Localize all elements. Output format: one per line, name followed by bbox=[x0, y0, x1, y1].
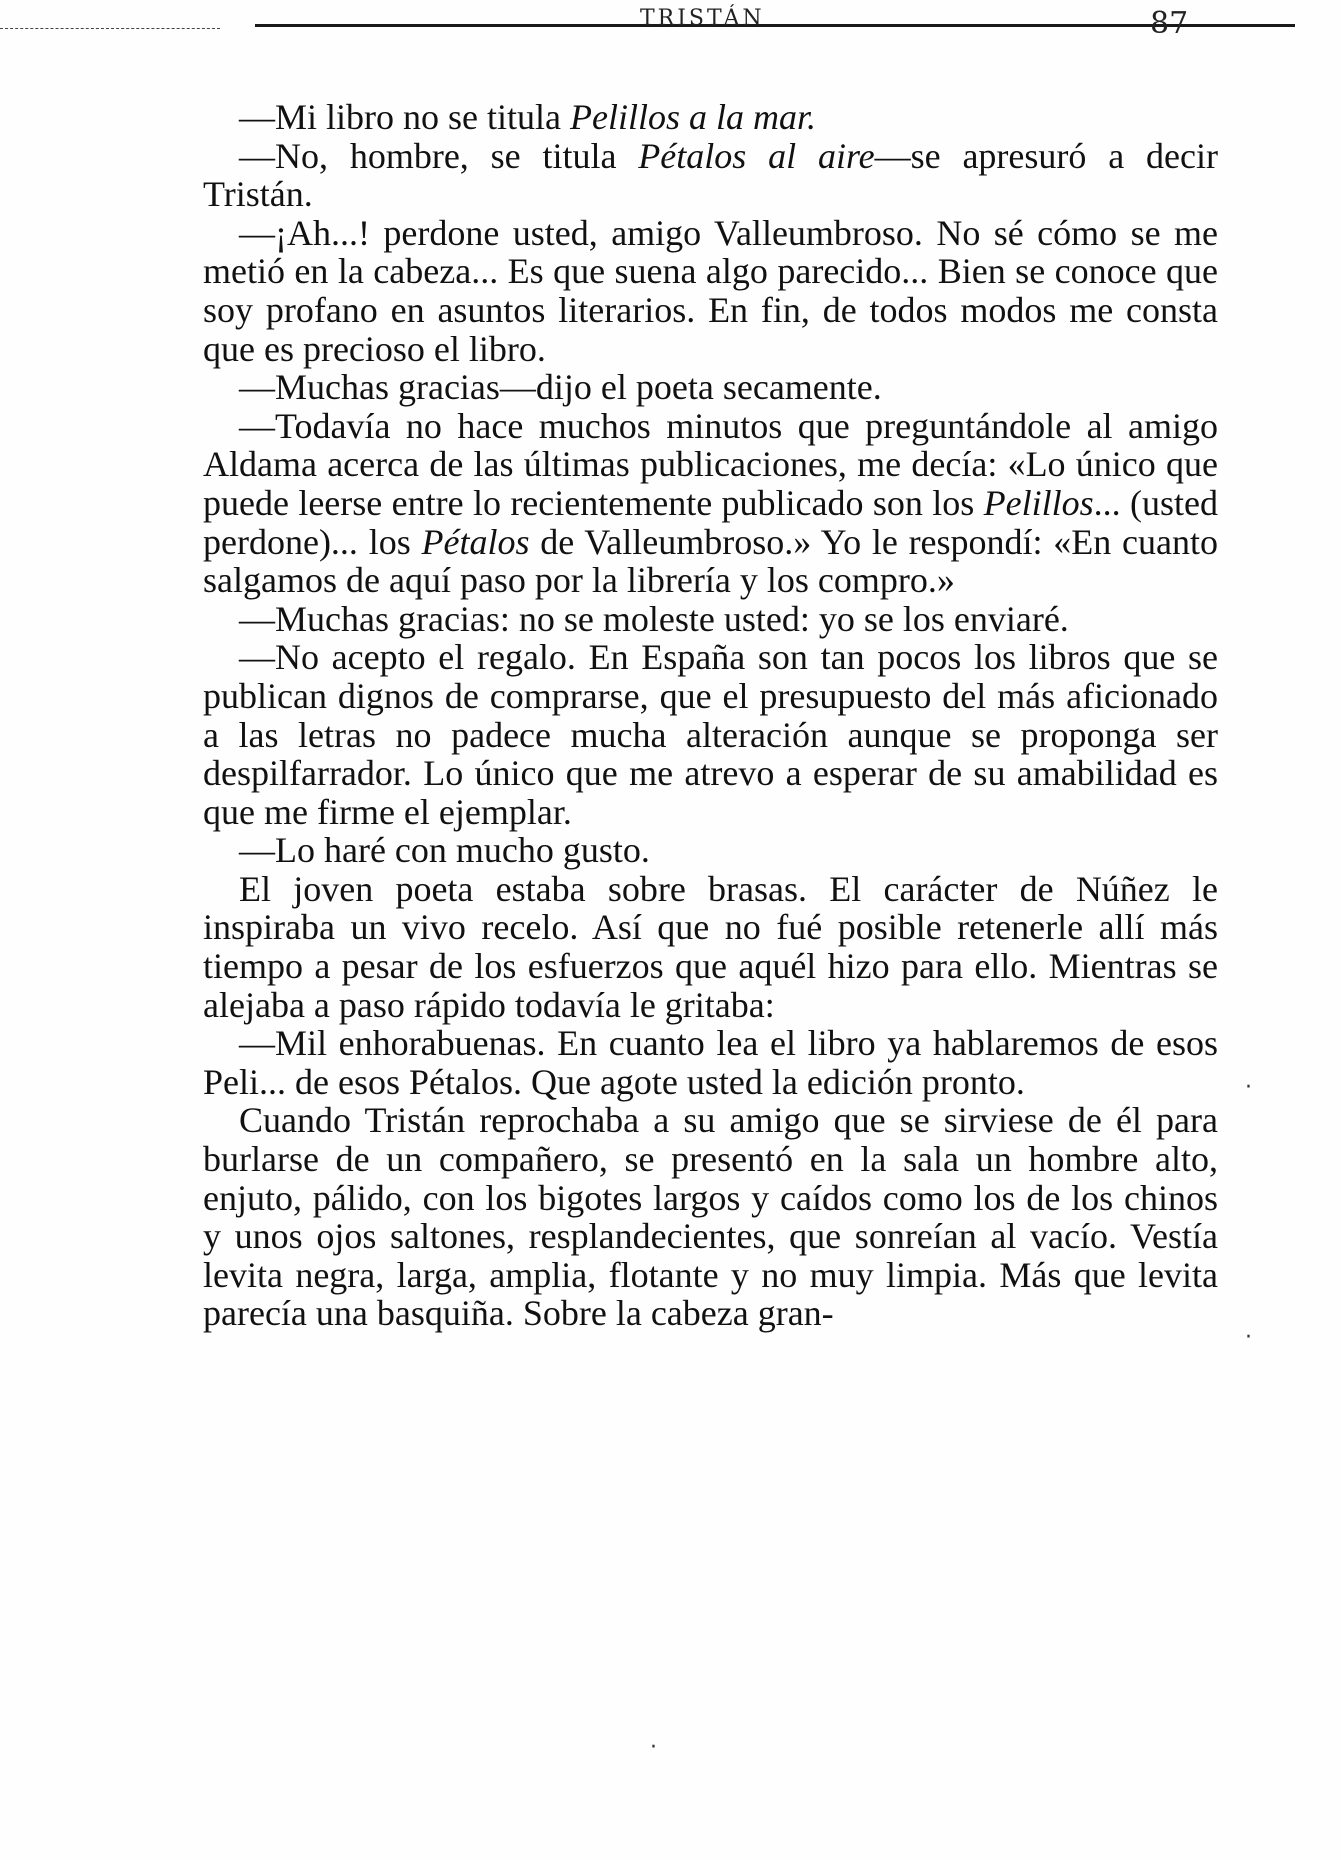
text-run: —¡Ah...! perdone usted, amigo Valleumbroso. No sé cómo se me metió en la cabeza... Es que suena algo parecido... Bien se conoce que soy profano en asuntos literarios. En fin, de todos modos me consta que es precioso el libro. bbox=[203, 212, 1218, 369]
text-run: Cuando Tristán reprochaba a su amigo que se sirviese de él para burlarse de un compañero, se presentó en la sala un hombre alto, enjuto, pálido, con los bigotes largos y caídos como los de los chinos y unos ojos saltones, resplandecientes, que sonreían al vacío. Vestía levita negra, larga, amplia, flotante y no muy limpia. Más que levita parecía una basquiña. Sobre la cabeza gran- bbox=[203, 1100, 1218, 1334]
print-speck: · bbox=[1245, 1325, 1252, 1350]
italic-title: Pétalos al aire bbox=[638, 135, 875, 176]
print-speck: · bbox=[650, 1735, 657, 1760]
text-run: —Mil enhorabuenas. En cuanto lea el libro ya hablaremos de esos Peli... de esos Pétalos. Que agote usted la edición pronto. bbox=[203, 1023, 1218, 1102]
italic-title: Pelillos bbox=[983, 482, 1094, 523]
paragraph bbox=[203, 870, 1218, 1024]
text-run: —No, hombre, se titula bbox=[239, 135, 639, 176]
paragraph bbox=[203, 137, 1218, 214]
text-run: —Todavía no hace muchos minutos que preguntándole al amigo Aldama acerca de las últimas publicaciones, me decía: «Lo único que puede leerse entre lo recientemente publicado son los bbox=[203, 405, 1218, 523]
text-run: —Lo haré con mucho gusto. bbox=[239, 830, 650, 871]
text-run: —Mi libro no se titula bbox=[239, 97, 570, 137]
italic-title: Pétalos bbox=[421, 521, 530, 562]
text-run: ... (usted perdone)... los bbox=[203, 482, 1218, 562]
header-rule bbox=[255, 24, 1295, 27]
text-run: El joven poeta estaba sobre brasas. El carácter de Núñez le inspiraba un vivo recelo. Así que no fué posible retenerle allí más tiempo a pesar de los esfuerzos que aquél hizo para ello. Mientras se alejaba a paso rápido todavía le gritaba: bbox=[203, 868, 1218, 1025]
header-rule-left bbox=[0, 28, 220, 29]
text-run: —No acepto el regalo. En España son tan pocos los libros que se publican dignos de comprarse, que el presupuesto del más aficionado a las letras no padece mucha alteración aunque se proponga ser despilfarrador. Lo único que me atrevo a esperar de su amabilidad es que me firme el ejemplar. bbox=[203, 637, 1218, 832]
paragraph bbox=[203, 368, 1218, 407]
text-run: —Muchas gracias: no se moleste usted: yo se los enviaré. bbox=[239, 598, 1069, 639]
paragraph bbox=[203, 1024, 1218, 1101]
running-head: TRISTÁN bbox=[640, 6, 765, 31]
print-speck: · bbox=[1245, 1075, 1252, 1100]
paragraph bbox=[203, 214, 1218, 368]
paragraph bbox=[203, 407, 1218, 600]
paragraph bbox=[203, 98, 1218, 137]
text-run: —se apresuró a decir Tristán. bbox=[203, 135, 1218, 215]
paragraph bbox=[203, 1101, 1218, 1333]
text-run: —Muchas gracias—dijo el poeta secamente. bbox=[239, 367, 882, 408]
italic-title: Pelillos a la mar. bbox=[569, 97, 816, 137]
page-number: 87 bbox=[1150, 6, 1189, 41]
paragraph bbox=[203, 638, 1218, 831]
body-text bbox=[203, 98, 1218, 1333]
text-run: de Valleumbroso.» Yo le respondí: «En cuanto salgamos de aquí paso por la librería y los compro.» bbox=[203, 521, 1219, 601]
paragraph bbox=[203, 600, 1218, 639]
paragraph bbox=[203, 831, 1218, 870]
